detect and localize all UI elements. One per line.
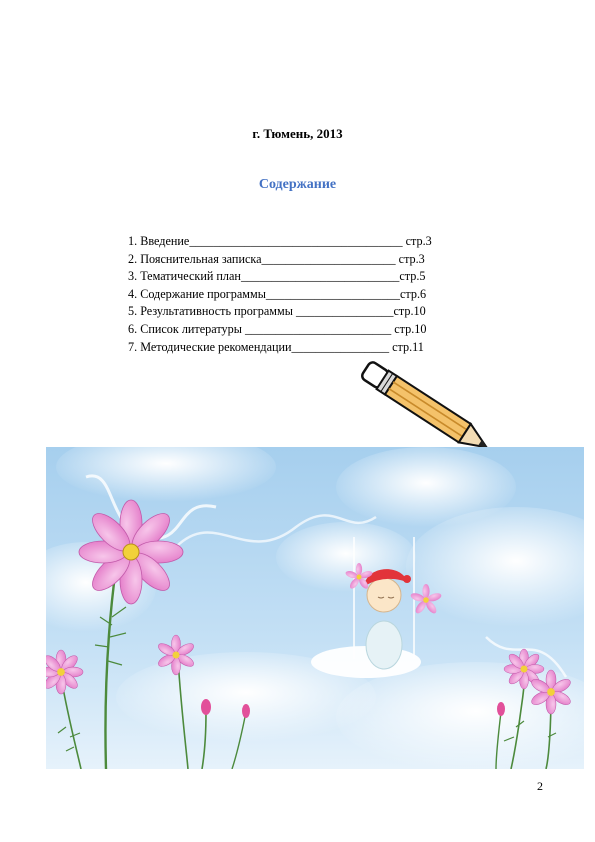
- toc-item-page: стр.10: [391, 321, 427, 336]
- toc-item-label: 2. Пояснительная записка: [128, 251, 262, 266]
- toc-item-label: 7. Методические рекомендации: [128, 339, 292, 354]
- toc-leader: ________________: [295, 304, 394, 319]
- toc-item-page: стр.5: [399, 269, 426, 284]
- toc-item-label: 1. Введение: [128, 234, 190, 248]
- toc-leader: ___________________________________: [189, 234, 403, 248]
- toc-item-label: 6. Список литературы: [128, 321, 245, 336]
- toc-item: [128, 303, 488, 321]
- city-year: г. Тюмень, 2013: [252, 126, 343, 141]
- toc-leader: ______________________: [261, 251, 396, 266]
- toc-leader: ________________________: [244, 321, 392, 336]
- toc-item: [128, 233, 488, 251]
- toc-item: [128, 339, 488, 357]
- sky-flowers-illustration: [46, 447, 584, 769]
- toc-item: [128, 286, 488, 304]
- toc-item-page: стр.6: [399, 286, 427, 301]
- toc-item-page: стр.11: [389, 339, 424, 354]
- toc-heading: Содержание: [258, 177, 337, 192]
- toc-item-page: стр.3: [402, 234, 432, 248]
- toc-item-label: 5. Результативность программы: [128, 304, 296, 319]
- toc-item: [128, 268, 488, 286]
- toc-leader: ________________: [291, 339, 390, 354]
- toc-leader: __________________________: [240, 269, 400, 284]
- toc-item-label: 4. Содержание программы: [128, 286, 266, 301]
- toc-item-page: стр.10: [393, 304, 426, 319]
- toc-item-page: стр.3: [395, 251, 425, 266]
- toc-item: [128, 251, 488, 269]
- toc-item-label: 3. Тематический план: [128, 269, 241, 284]
- page-number: 2: [537, 779, 543, 793]
- toc-leader: ______________________: [265, 286, 400, 301]
- table-of-contents: [128, 233, 488, 356]
- toc-item: [128, 321, 488, 339]
